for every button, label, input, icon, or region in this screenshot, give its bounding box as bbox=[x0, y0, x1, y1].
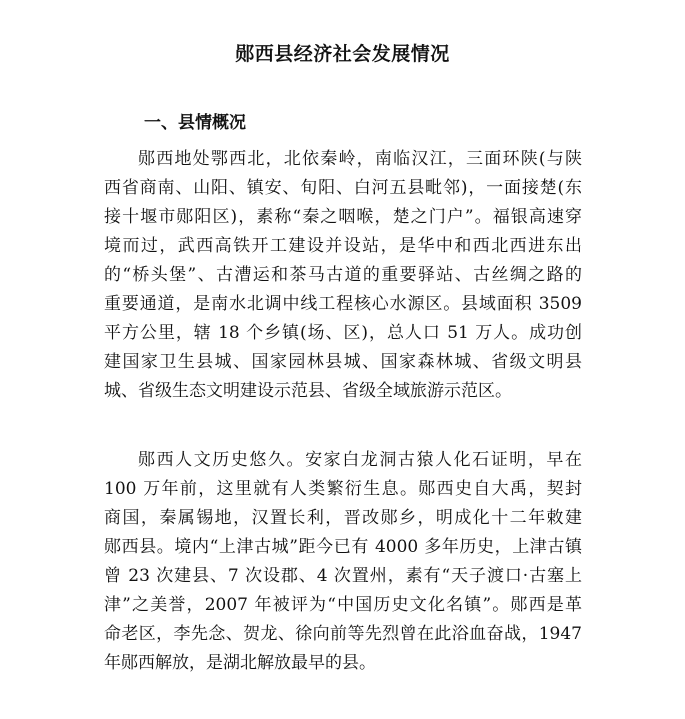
paragraph-line: 年郧西解放，是湖北解放最早的县。 bbox=[104, 653, 376, 673]
section-heading: 一、县情概况 bbox=[144, 113, 246, 133]
paragraph-line: 的“桥头堡”、古漕运和茶马古道的重要驿站、古丝绸之路的 bbox=[104, 265, 582, 285]
paragraph-line: 城、省级生态文明建设示范县、省级全域旅游示范区。 bbox=[104, 381, 512, 401]
document-title: 郧西县经济社会发展情况 bbox=[235, 43, 450, 65]
paragraph-line: 郧西人文历史悠久。安家白龙洞古猿人化石证明，早在 bbox=[138, 450, 582, 470]
paragraph-line: 建国家卫生县城、国家园林县城、国家森林城、省级文明县 bbox=[104, 352, 582, 372]
paragraph-line: 平方公里，辖 18 个乡镇(场、区)，总人口 51 万人。成功创 bbox=[104, 323, 582, 343]
paragraph-line: 西省商南、山阳、镇安、旬阳、白河五县毗邻)，一面接楚(东 bbox=[104, 178, 582, 198]
paragraph-line: 商国，秦属锡地，汉置长利，晋改郧乡，明成化十二年敕建 bbox=[104, 508, 582, 528]
paragraph-line: 接十堰市郧阳区)，素称“秦之咽喉，楚之门户”。福银高速穿 bbox=[104, 207, 582, 227]
paragraph-line: 境而过，武西高铁开工建设并设站，是华中和西北西进东出 bbox=[104, 236, 582, 256]
paragraph-county-overview bbox=[104, 145, 582, 406]
paragraph-line: 100 万年前，这里就有人类繁衍生息。郧西史自大禹，契封 bbox=[104, 479, 582, 499]
paragraph-line: 津”之美誉，2007 年被评为“中国历史文化名镇”。郧西是革 bbox=[104, 595, 582, 615]
paragraph-line: 命老区，李先念、贺龙、徐向前等先烈曾在此浴血奋战，1947 bbox=[104, 624, 582, 644]
paragraph-line: 曾 23 次建县、7 次设郡、4 次置州，素有“天子渡口·古塞上 bbox=[104, 566, 582, 586]
paragraph-history bbox=[104, 446, 582, 678]
paragraph-line: 重要通道，是南水北调中线工程核心水源区。县域面积 3509 bbox=[104, 294, 582, 314]
paragraph-line: 郧西地处鄂西北，北依秦岭，南临汉江，三面环陕(与陕 bbox=[138, 149, 582, 169]
paragraph-line: 郧西县。境内“上津古城”距今已有 4000 多年历史，上津古镇 bbox=[104, 537, 582, 557]
